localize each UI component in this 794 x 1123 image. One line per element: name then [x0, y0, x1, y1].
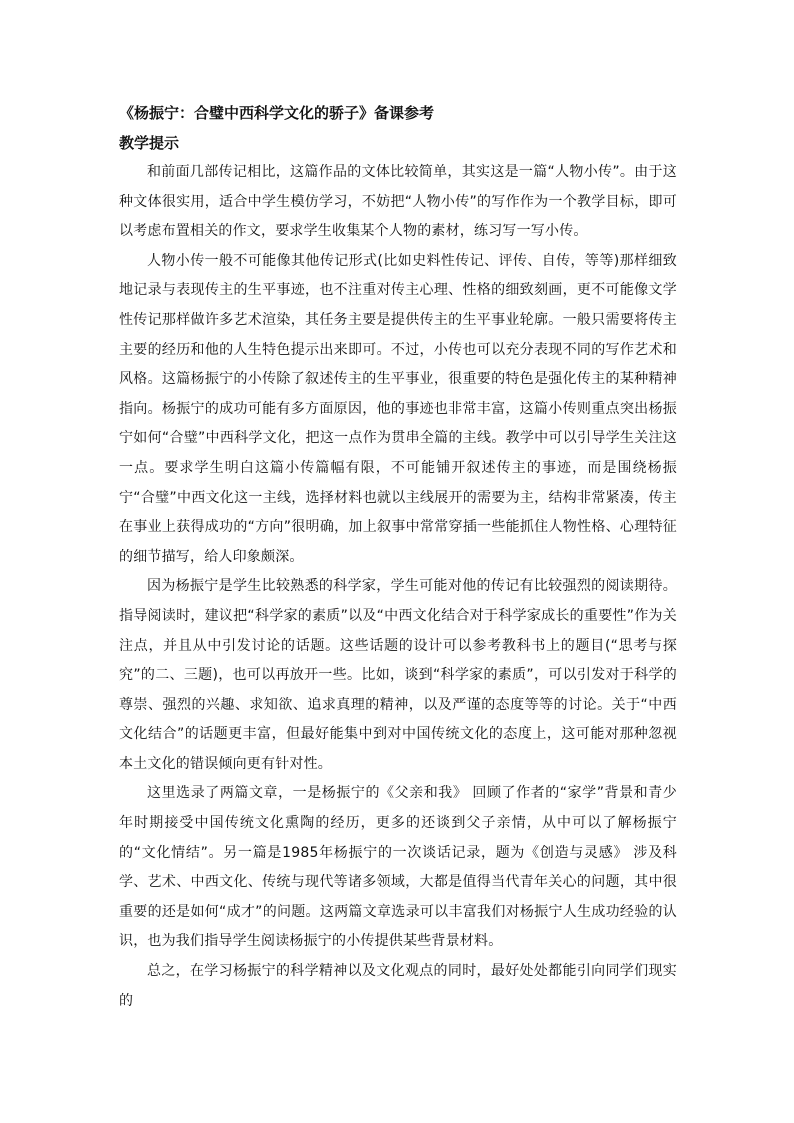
paragraph-5: 总之，在学习杨振宁的科学精神以及文化观点的同时，最好处处都能引向同学们现实的 — [119, 963, 677, 1009]
section-heading: 教学提示 — [119, 134, 180, 152]
document-page — [119, 100, 677, 1016]
paragraph-4: 这里选录了两篇文章，一是杨振宁的《父亲和我》 回顾了作者的“家学”背景和青少年时期接受中国传统文化熏陶的经历，更多的还谈到父子亲情，从中可以了解杨振宁的“文化情结”。另一篇是1985年杨振宁的一次谈话记录，题为《创造与灵感》 涉及科学、艺术、中西文化、传统与现代等诸多领域，大都是值得当代青年关心的问题，其中很重要的还是如何“成才”的问题。这两篇文章选录可以丰富我们对杨振宁人生成功经验的认识，也为我们指导学生阅读杨振宁的小传提供某些背景材料。 — [119, 785, 677, 950]
paragraph-3: 因为杨振宁是学生比较熟悉的科学家，学生可能对他的传记有比较强烈的阅读期待。指导阅读时，建议把“科学家的素质”以及“中西文化结合对于科学家成长的重要性”作为关注点，并且从中引发讨论的话题。这些话题的设计可以参考教科书上的题目(“思考与探究”的二、三题)，也可以再放开一些。比如，谈到“科学家的素质”，可以引发对于科学的尊崇、强烈的兴趣、求知欲、追求真理的精神，以及严谨的态度等等的讨论。关于“中西文化结合”的话题更丰富，但最好能集中到对中国传统文化的态度上，这可能对那种忽视本土文化的错误倾向更有针对性。 — [119, 578, 677, 772]
paragraph-1: 和前面几部传记相比，这篇作品的文体比较简单，其实这是一篇“人物小传”。由于这种文体很实用，适合中学生模仿学习，不妨把“人物小传”的写作作为一个教学目标，即可以考虑布置相关的作文，要求学生收集某个人物的素材，练习写一写小传。 — [119, 164, 677, 240]
document-title: 《杨振宁：合璧中西科学文化的骄子》备课参考 — [119, 104, 435, 122]
paragraph-2: 人物小传一般不可能像其他传记形式(比如史料性传记、评传、自传，等等)那样细致地记录与表现传主的生平事迹，也不注重对传主心理、性格的细致刻画，更不可能像文学性传记那样做许多艺术渲染，其任务主要是提供传主的生平事业轮廓。一般只需要将传主主要的经历和他的人生特色提示出来即可。不过，小传也可以充分表现不同的写作艺术和风格。这篇杨振宁的小传除了叙述传主的生平事业，很重要的特色是强化传主的某种精神指向。杨振宁的成功可能有多方面原因，他的事迹也非常丰富，这篇小传则重点突出杨振宁如何“合璧”中西科学文化，把这一点作为贯串全篇的主线。教学中可以引导学生关注这一点。要求学生明白这篇小传篇幅有限，不可能铺开叙述传主的事迹，而是围绕杨振宁“合璧”中西文化这一主线，选择材料也就以主线展开的需要为主，结构非常紧凑，传主在事业上获得成功的“方向”很明确，加上叙事中常常穿插一些能抓住人物性格、心理特征的细节描写，给人印象颇深。 — [119, 252, 677, 565]
